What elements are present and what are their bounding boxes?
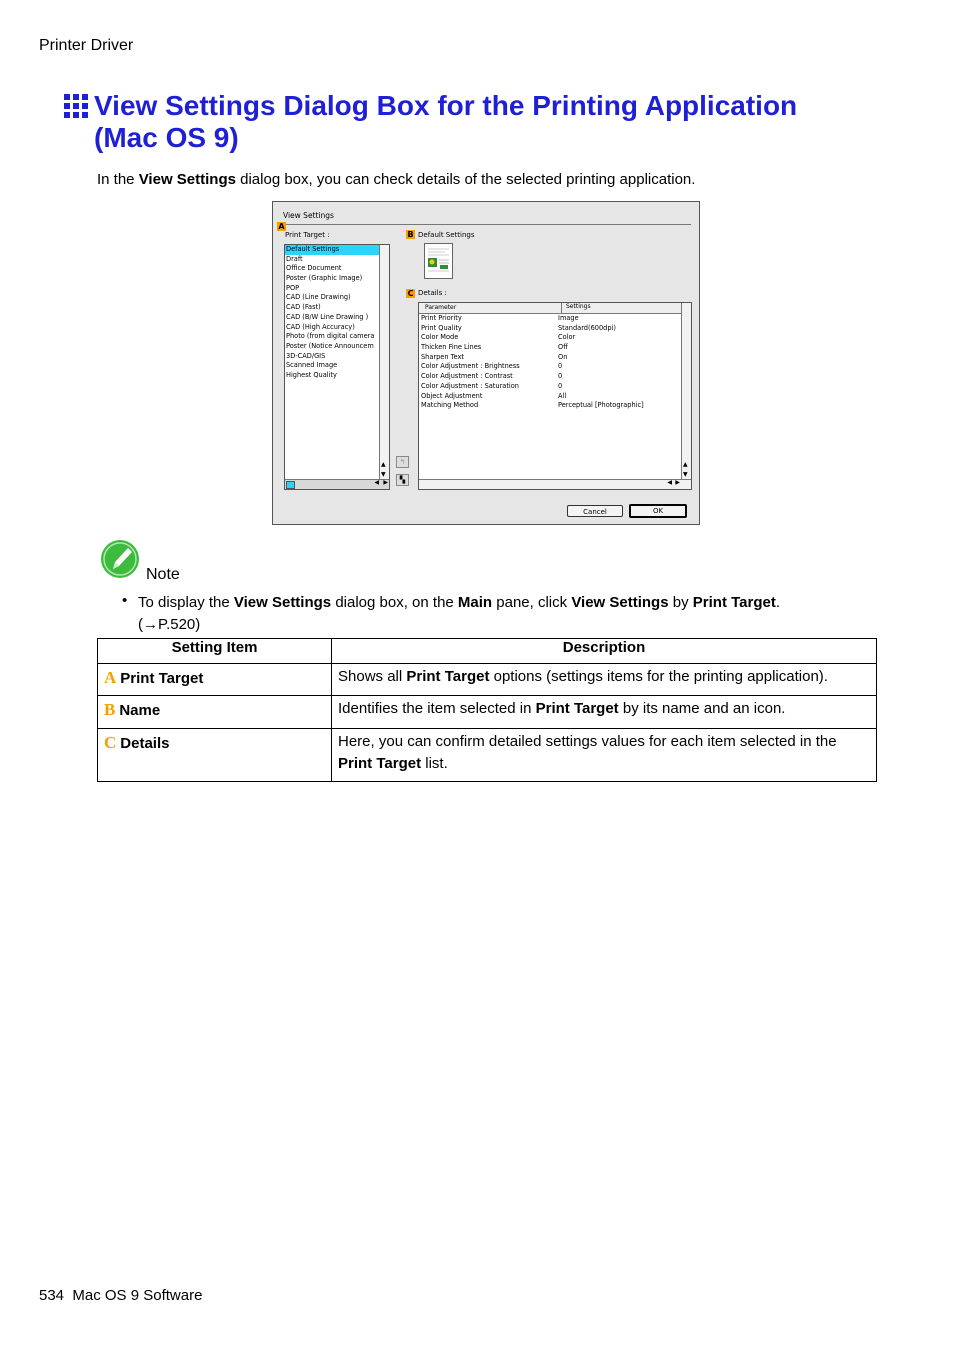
detail-value: Image	[558, 314, 579, 322]
note-bold: Print Target	[692, 594, 776, 611]
detail-value: 0	[558, 372, 563, 381]
detail-parameter: Print Quality	[421, 323, 462, 332]
table-row	[98, 664, 877, 696]
dialog-divider	[279, 224, 691, 225]
detail-value: Standard(600dpi)	[558, 323, 616, 332]
page-footer	[39, 1287, 202, 1304]
item-letter: C	[104, 733, 117, 752]
note-pencil-icon	[100, 539, 142, 579]
marker-c: C	[407, 289, 414, 298]
print-target-item[interactable]: Poster (Graphic Image)	[286, 274, 363, 283]
note-span: .	[775, 594, 781, 611]
description-cell	[332, 729, 877, 782]
detail-parameter: Color Adjustment : Contrast	[421, 372, 513, 381]
detail-value: Perceptual [Photographic]	[558, 401, 644, 410]
item-letter: B	[104, 700, 116, 719]
item-cell	[98, 696, 332, 729]
print-target-item[interactable]: Highest Quality	[286, 370, 337, 379]
print-target-label: Print Target :	[285, 231, 330, 239]
footer-section: Mac OS 9 Software	[72, 1287, 203, 1304]
note-span: pane, click	[492, 594, 572, 611]
intro-paragraph	[97, 171, 695, 188]
print-target-item[interactable]: Scanned Image	[286, 361, 338, 370]
details-rows	[421, 314, 681, 411]
print-target-item[interactable]: CAD (Line Drawing)	[286, 293, 351, 302]
item-cell	[98, 729, 332, 782]
detail-value: 0	[558, 362, 563, 371]
table-header-row	[98, 639, 877, 664]
details-row	[421, 401, 681, 411]
details-vertical-scrollbar[interactable]	[681, 303, 691, 480]
detail-parameter: Color Adjustment : Saturation	[421, 381, 519, 390]
details-header-row	[419, 303, 681, 314]
details-label: Details :	[418, 289, 447, 297]
desc-bold: Print Target	[535, 700, 619, 717]
detail-value: Off	[558, 343, 568, 352]
detail-value: Color	[558, 333, 576, 342]
desc-bold: Print Target	[338, 755, 422, 772]
details-row	[421, 324, 681, 334]
detail-parameter: Object Adjustment	[421, 391, 483, 400]
detail-value: All	[558, 391, 567, 400]
note-span: by	[668, 594, 693, 611]
page-title	[94, 90, 797, 154]
view-detail-button[interactable]: ▚	[396, 474, 409, 486]
item-letter: A	[104, 668, 117, 687]
marker-a: A	[278, 222, 285, 231]
note-bold: View Settings	[571, 594, 669, 611]
details-table[interactable]	[418, 302, 692, 490]
page-title-line1: View Settings Dialog Box for the Printing Application	[94, 90, 798, 121]
details-scroll-down-icon[interactable]: ▼	[683, 471, 688, 478]
list-horizontal-scrollbar[interactable]	[285, 479, 389, 489]
note-span: dialog box, on the	[331, 594, 458, 611]
cancel-button[interactable]: Cancel	[567, 505, 623, 517]
print-target-item[interactable]: Photo (from digital camera	[286, 332, 375, 341]
detail-parameter: Color Mode	[421, 333, 459, 342]
note-bullet: •	[122, 592, 128, 609]
detail-value: 0	[558, 381, 563, 390]
details-scroll-right-icon[interactable]: ▶	[675, 479, 680, 486]
details-row	[421, 314, 681, 324]
desc-text: Identifies the item selected in	[338, 700, 536, 717]
description-cell	[332, 664, 877, 696]
table-row	[98, 696, 877, 729]
item-name: Details	[120, 735, 170, 752]
print-target-items	[285, 245, 389, 381]
note-text	[138, 592, 858, 636]
page-title-line2: (Mac OS 9)	[94, 122, 239, 153]
scroll-right-arrow-icon[interactable]: ▶	[383, 479, 388, 486]
details-row	[421, 362, 681, 372]
details-row	[421, 372, 681, 382]
print-target-item[interactable]: Default Settings	[285, 245, 389, 255]
details-col-settings[interactable]: Settings	[561, 303, 591, 313]
desc-bold: Print Target	[406, 668, 490, 685]
print-target-item[interactable]: CAD (B/W Line Drawing )	[286, 312, 369, 321]
detail-parameter: Color Adjustment : Brightness	[421, 362, 520, 371]
desc-text: Here, you can confirm detailed settings values for each item selected in the	[338, 733, 837, 750]
list-vertical-scrollbar[interactable]	[379, 245, 389, 480]
print-target-item[interactable]: POP	[286, 283, 300, 292]
note-span: To display the	[138, 594, 234, 611]
detail-parameter: Print Priority	[421, 314, 462, 322]
table-row	[98, 729, 877, 782]
note-bold: Main	[457, 594, 493, 611]
desc-text: Shows all	[338, 668, 407, 685]
details-row	[421, 353, 681, 363]
description-cell	[332, 696, 877, 729]
details-horizontal-scrollbar[interactable]	[419, 479, 691, 489]
scroll-down-arrow-icon[interactable]: ▼	[381, 471, 386, 478]
print-target-item[interactable]: Draft	[286, 254, 303, 263]
dialog-title: View Settings	[283, 211, 334, 220]
print-target-item[interactable]: CAD (High Accuracy)	[286, 322, 355, 331]
intro-text-end: dialog box, you can check details of the selected printing application.	[235, 171, 696, 188]
details-row	[421, 333, 681, 343]
print-target-item[interactable]: Poster (Notice Announcem	[286, 341, 374, 350]
details-row	[421, 392, 681, 402]
details-scroll-up-icon[interactable]: ▲	[683, 461, 688, 468]
view-settings-dialog	[272, 201, 700, 525]
page-reference-link[interactable]: (→P.520)	[138, 616, 201, 633]
note-label: Note	[146, 566, 180, 583]
scroll-left-arrow-icon[interactable]: ◀	[374, 479, 379, 486]
print-target-item[interactable]: Office Document	[286, 264, 342, 273]
ok-button[interactable]: OK	[629, 504, 687, 518]
print-target-item[interactable]: CAD (Fast)	[286, 303, 321, 312]
details-scroll-left-icon[interactable]: ◀	[667, 479, 672, 486]
grid-bullet-icon	[64, 94, 88, 118]
header-description: Description	[332, 639, 877, 664]
detail-parameter: Sharpen Text	[421, 352, 464, 361]
item-name: Print Target	[120, 670, 204, 687]
move-up-button[interactable]: ↰	[396, 456, 409, 468]
scroll-up-arrow-icon[interactable]: ▲	[381, 461, 386, 468]
details-row	[421, 382, 681, 392]
document-icon	[424, 243, 453, 279]
intro-text: In the	[97, 171, 139, 188]
item-name: Name	[119, 702, 161, 719]
detail-value: On	[558, 352, 568, 361]
desc-text: by its name and an icon.	[618, 700, 786, 717]
running-head: Printer Driver	[39, 37, 134, 54]
print-target-list[interactable]	[284, 244, 390, 490]
details-row	[421, 343, 681, 353]
details-col-parameter[interactable]: Parameter	[425, 304, 457, 311]
scroll-thumb[interactable]	[286, 481, 295, 489]
selected-name-label: Default Settings	[418, 231, 475, 239]
page-number: 534	[39, 1287, 65, 1304]
detail-parameter: Matching Method	[421, 401, 479, 410]
header-setting-item: Setting Item	[98, 639, 332, 664]
print-target-item[interactable]: 3D-CAD/GIS	[286, 351, 326, 360]
marker-b: B	[407, 230, 414, 239]
desc-text: options (settings items for the printing application).	[489, 668, 828, 685]
item-cell	[98, 664, 332, 696]
detail-parameter: Thicken Fine Lines	[421, 343, 482, 352]
note-bold: View Settings	[233, 594, 332, 611]
settings-table	[97, 638, 877, 782]
desc-text: list.	[421, 755, 448, 772]
intro-bold: View Settings	[138, 171, 236, 188]
